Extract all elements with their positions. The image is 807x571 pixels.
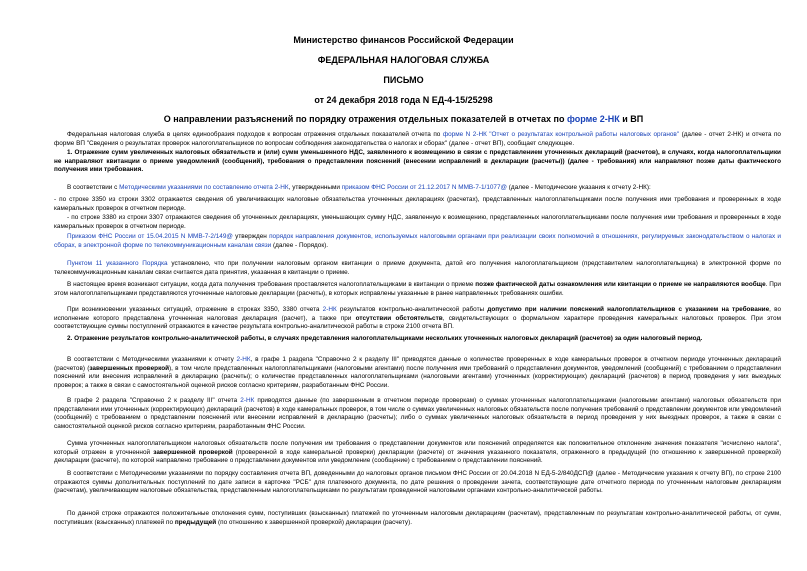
paragraph-column-2: В графе 2 раздела "Справочно 2 к разделу III" отчета 2-НК приводятся данные (по завершенным в отчетном периоде проверкам) о суммах уточненных налогоплательщиками (налоговыми агентами) налоговых обязательств при представлении ими уточненных (корректирующих) деклараций (расчетов) в ходе камеральных проверок, в том числе о суммах увеличенных налоговых обязательств после получения требований о представлении документов или уведомлений (сообщений) с требованием о представлении пояснений или внесении исправлений в декларацию (расчеты); либо о суммах увеличенных налоговых обязательств в период проведения у них выездных проверок, а также в связи с самостоятельной оценкой рисков согласно критериям, разработанным ФНС России. bbox=[54, 397, 781, 430]
section-2-heading: 2. Отражение результатов контрольно-аналитической работы, в случаях представления налогоплательщиками нескольких уточненных налоговых деклараций (расчетов) за один налоговый период. bbox=[67, 335, 703, 342]
paragraph-positive-deviations: По данной строке отражаются положительные отклонения сумм, поступивших (взысканных) платежей по уточненным налоговым декларациям (расчетам), представленным по результатам контрольно-аналитической работы, от сумм, поступивших (взысканных) платежей по предыдущей (по отношению к завершенной проверкой) декларации (расчету). bbox=[54, 510, 781, 526]
procedure-link[interactable]: порядок направления документов, используемых налоговыми органами при реализации своих полномочий в отношениях, регулируемых законодательством о налогах и сборах, в электронной форме по телекоммуникационным каналам связи bbox=[54, 233, 781, 249]
form-2nk-column1-link[interactable]: 2-НК bbox=[236, 356, 251, 363]
service-heading: ФЕДЕРАЛЬНАЯ НАЛОГОВАЯ СЛУЖБА bbox=[317, 55, 490, 65]
section-1-heading: 1. Отражение сумм увеличенных налоговых обязательств и (или) сумм уменьшенного НДС, заявленного к возмещению в связи с представлением уточненных деклараций (расчетов), в случаях, когда налогоплательщики не направляют квитанции о приеме уведомлений (сообщений), требования о представлении пояснений (внесении исправлений в декларации (расчеты)) (далее - требования) или направляют позже даты фактического получения ими требования. bbox=[54, 149, 781, 174]
paragraph-intro: Федеральная налоговая служба в целях единообразия подходов к вопросам отражения отдельных показателей отчета по форме N 2-НК "Отчет о результатах контрольной работы налоговых органов" (далее - отчет 2-НК) и отчета по форме ВП "Сведения о результатах проверок налогоплательщиков по вопросам соблюдения законодательства о налогах и сборах" (далее - отчет ВП), сообщает следующее. bbox=[54, 131, 781, 147]
form-2nk-inline-link[interactable]: 2-НК bbox=[322, 306, 337, 313]
document-title: О направлении разъяснений по порядку отражения отдельных показателей в отчетах по форме 2-НК и ВП bbox=[163, 114, 644, 124]
paragraph-methodical-guidelines: В соответствии с Методическими указаниями по составлению отчета 2-НК, утвержденными приказом ФНС России от 21.12.2017 N ММВ-7-1/1077@ (далее - Методические указания к отчету 2-НК): bbox=[67, 184, 651, 191]
document-date-number: от 24 декабря 2018 года N ЕД-4-15/25298 bbox=[314, 95, 493, 105]
paragraph-clause-11: Пунктом 11 указанного Порядка установлено, что при получении налоговым органом квитанции о приеме документа, датой его получения налогоплательщиком (представителем налогоплательщика) в электронной форме по телекоммуникационным каналам связи считается дата принятия, указанная в квитанции о приеме. bbox=[54, 260, 781, 276]
paragraph-line-3380: - по строке 3380 из строки 3307 отражаются сведения об уточненных декларациях, уменьшающих сумму НДС, заявленную к возмещению, представленных налогоплательщиками после получения ими требования и проверенных в ходе камеральных проверок в отчетном периоде. bbox=[54, 214, 781, 230]
paragraph-tax-obligation-amount: Сумма уточненных налогоплательщиком налоговых обязательств после получения им требования о представлении документов или пояснений определяется как положительное отклонение значения показателя "исчислено налога", который отражен в уточненной завершенной проверкой (проверенной в ходе камеральной проверки) декларации (расчете) от значения указанного показателя, отраженного в предыдущей (по отношению к завершенной проверкой) декларации (расчете), по которой направлено требование о представлении документов или уведомление (сообщение) с требованием о представлении пояснений. bbox=[54, 440, 781, 465]
paragraph-column-1: В соответствии с Методическими указаниями к отчету 2-НК, в графе 1 раздела "Справочно 2 к разделу III" приводятся данные о количестве проверенных в ходе камеральных проверок в отчетном периоде уточненных деклараций (расчетов) (завершенных проверкой), в том числе представленных налогоплательщиками (налоговыми агентами) после получения ими требований о представлении документов, уведомлений (сообщений) с требованием о представлении пояснений или внесения исправлений в декларацию (расчеты); о количестве представленных налогоплательщиками (налоговыми агентами) уточненных (корректирующих) деклараций (расчетов) в период проведения у них выездных проверок; а также в связи с самостоятельной оценкой рисков согласно критериям, разработанным ФНС России. bbox=[54, 356, 781, 389]
form-2nk-column2-link[interactable]: 2-НК bbox=[240, 397, 255, 404]
form-2nk-report-link[interactable]: форме N 2-НК "Отчет о результатах контрольной работы налоговых органов" bbox=[442, 131, 680, 138]
paragraph-lines-3350-3380: При возникновении указанных ситуаций, отражение в строках 3350, 3380 отчета 2-НК результатов контрольно-аналитической работы допустимо при наличии пояснений налогоплательщиков с указанием на требование, во исполнение которого представлена уточненная налоговая декларация (расчет), а также при отсутствии обстоятельств, свидетельствующих о формальном характере проведения камеральных налоговых проверок. При этом соответствующие суммы поступлений отражаются в качестве результата контрольно-аналитической работы в строке 2100 отчета ВП. bbox=[54, 306, 781, 331]
order-mmv-149-link[interactable]: Приказом ФНС России от 15.04.2015 N ММВ-7-2/149@ bbox=[67, 233, 233, 240]
paragraph-line-3350: - по строке 3350 из строки 3302 отражается сведения об увеличивающих налоговые обязательства уточненных декларациях (расчетах), представленных налогоплательщиками после получения ими требования и проверенных в ходе камеральных проверок в отчетном периоде. bbox=[54, 196, 781, 212]
ministry-heading: Министерство финансов Российской Федерации bbox=[293, 35, 514, 45]
methodical-guidelines-link[interactable]: Методическими указаниями по составлению отчета 2-НК bbox=[119, 184, 289, 191]
paragraph-order-149: Приказом ФНС России от 15.04.2015 N ММВ-7-2/149@ утвержден порядок направления документов, используемых налоговыми органами при реализации своих полномочий в отношениях, регулируемых законодательством о налогах и сборах, в электронной форме по телекоммуникационным каналам связи (далее - Порядок). bbox=[54, 233, 781, 249]
paragraph-current-situations: В настоящее время возникают ситуации, когда дата получения требования проставляется налогоплательщиками в квитанции о приеме позже фактической даты ознакомления или квитанции о приеме не направляются вообще. При этом налогоплательщиками представляются уточненные налоговые декларации (расчеты), в которых исправлены указанные в ранее направленных требованиях ошибки. bbox=[54, 281, 781, 297]
clause-11-link[interactable]: Пунктом 11 указанного Порядка bbox=[67, 260, 168, 267]
paragraph-vp-guidelines: В соответствии с Методическими указаниями по порядку составления отчета ВП, доведенными до налоговых органов письмом ФНС России от 20.04.2018 N ЕД-5-2/840ДСП@ (далее - Методические указания к отчету ВП), по строке 2100 отражаются суммы дополнительных поступлений по дате записи в карточке "РСБ" для платежного документа, по дате решения о проведении зачета, соответствующие дате отчетного периода по уточненным налоговым декларациям (расчетам), увеличивающим налоговые обязательства, представленным налогоплательщиками по результатам проведенной налоговыми органами контрольно-аналитической работы. bbox=[54, 470, 781, 495]
form-2nk-link[interactable]: форме 2-НК bbox=[566, 114, 620, 124]
order-mmv-1077-link[interactable]: приказом ФНС России от 21.12.2017 N ММВ-7-1/1077@ bbox=[341, 184, 508, 191]
document-type: ПИСЬМО bbox=[383, 75, 424, 85]
